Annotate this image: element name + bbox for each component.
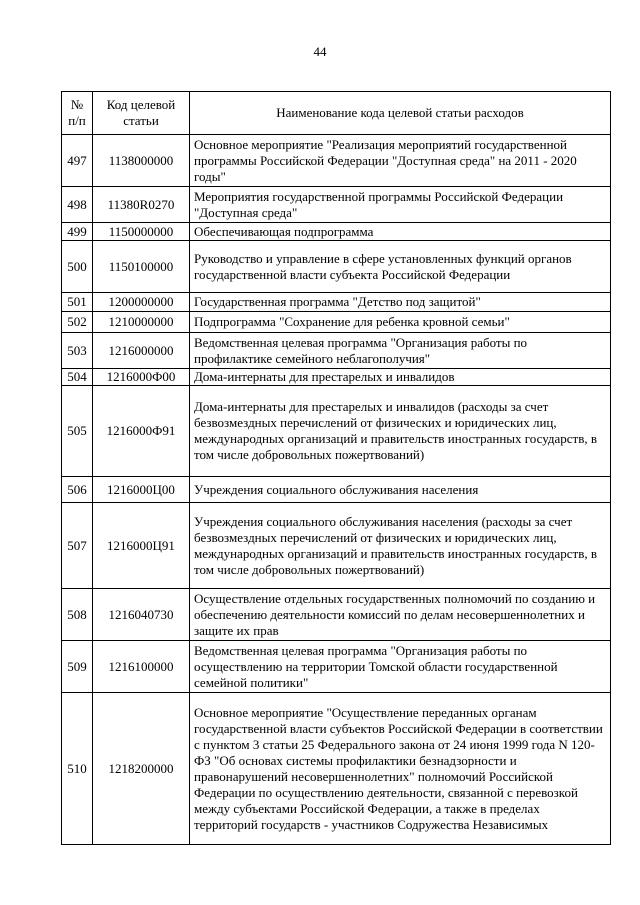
row-name: Ведомственная целевая программа "Организация работы по профилактике семейного неблагополучия" <box>190 333 611 369</box>
row-name: Дома-интернаты для престарелых и инвалидов (расходы за счет безвозмездных перечислений от физических и юридических лиц, международных организаций и правительств иностранных государств, в том числе добровольных пожертвований) <box>190 386 611 477</box>
row-name: Осуществление отдельных государственных полномочий по созданию и обеспечению деятельности комиссий по делам несовершеннолетних и защите их прав <box>190 589 611 641</box>
row-code: 1218200000 <box>93 693 190 845</box>
row-name: Подпрограмма "Сохранение для ребенка кровной семьи" <box>190 312 611 333</box>
row-name: Основное мероприятие "Осуществление переданных органам государственной власти субъектов Российской Федерации в соответствии с пунктом 3 статьи 25 Федерального закона от 24 июня 1999 года N 120-ФЗ "Об основах системы профилактики безнадзорности и правонарушений несовершеннолетних" полномочий Российской Федерации по осуществлению деятельности, связанной с перевозкой между субъектами Российской Федерации, а также в пределах территорий государств - участников Содружества Независимых <box>190 693 611 845</box>
row-num: 508 <box>62 589 93 641</box>
row-name: Ведомственная целевая программа "Организация работы по осуществлению на территории Томской области государственной семейной политики" <box>190 641 611 693</box>
row-num: 504 <box>62 369 93 386</box>
page-number: 44 <box>313 44 327 59</box>
budget-classification-table <box>61 91 611 845</box>
row-name: Руководство и управление в сфере установленных функций органов государственной власти субъекта Российской Федерации <box>190 241 611 293</box>
row-name: Учреждения социального обслуживания населения (расходы за счет безвозмездных перечислений от физических и юридических лиц, международных организаций и правительств иностранных государств, в том числе добровольных пожертвований) <box>190 503 611 589</box>
table-row <box>62 241 611 293</box>
table-row <box>62 293 611 312</box>
row-code: 1138000000 <box>93 135 190 187</box>
table-row <box>62 641 611 693</box>
table-row <box>62 187 611 223</box>
header-num: № п/п <box>62 92 93 135</box>
table-row <box>62 333 611 369</box>
table-row <box>62 477 611 503</box>
row-code: 1216000Ц91 <box>93 503 190 589</box>
table-row <box>62 312 611 333</box>
table-row <box>62 369 611 386</box>
header-code: Код целевой статьи <box>93 92 190 135</box>
row-name: Дома-интернаты для престарелых и инвалидов <box>190 369 611 386</box>
table-row <box>62 223 611 241</box>
row-name: Основное мероприятие "Реализация мероприятий государственной программы Российской Федерации "Доступная среда" на 2011 - 2020 годы" <box>190 135 611 187</box>
table-row <box>62 503 611 589</box>
table-row <box>62 693 611 845</box>
row-num: 502 <box>62 312 93 333</box>
row-name: Учреждения социального обслуживания населения <box>190 477 611 503</box>
row-code: 1200000000 <box>93 293 190 312</box>
row-name: Мероприятия государственной программы Российской Федерации "Доступная среда" <box>190 187 611 223</box>
row-code: 1150000000 <box>93 223 190 241</box>
row-code: 1216000000 <box>93 333 190 369</box>
row-code: 1216100000 <box>93 641 190 693</box>
row-code: 1150100000 <box>93 241 190 293</box>
row-code: 1216000Ф91 <box>93 386 190 477</box>
row-num: 509 <box>62 641 93 693</box>
row-num: 506 <box>62 477 93 503</box>
row-num: 497 <box>62 135 93 187</box>
table-row <box>62 589 611 641</box>
row-num: 510 <box>62 693 93 845</box>
header-name: Наименование кода целевой статьи расходов <box>190 92 611 135</box>
row-code: 1216000Ц00 <box>93 477 190 503</box>
table-row <box>62 135 611 187</box>
row-num: 499 <box>62 223 93 241</box>
row-num: 505 <box>62 386 93 477</box>
table-row <box>62 386 611 477</box>
row-code: 1210000000 <box>93 312 190 333</box>
row-num: 500 <box>62 241 93 293</box>
row-num: 501 <box>62 293 93 312</box>
row-name: Обеспечивающая подпрограмма <box>190 223 611 241</box>
table-header-row <box>62 92 611 135</box>
row-name: Государственная программа "Детство под защитой" <box>190 293 611 312</box>
row-num: 498 <box>62 187 93 223</box>
row-num: 503 <box>62 333 93 369</box>
row-num: 507 <box>62 503 93 589</box>
row-code: 11380R0270 <box>93 187 190 223</box>
row-code: 1216000Ф00 <box>93 369 190 386</box>
row-code: 1216040730 <box>93 589 190 641</box>
